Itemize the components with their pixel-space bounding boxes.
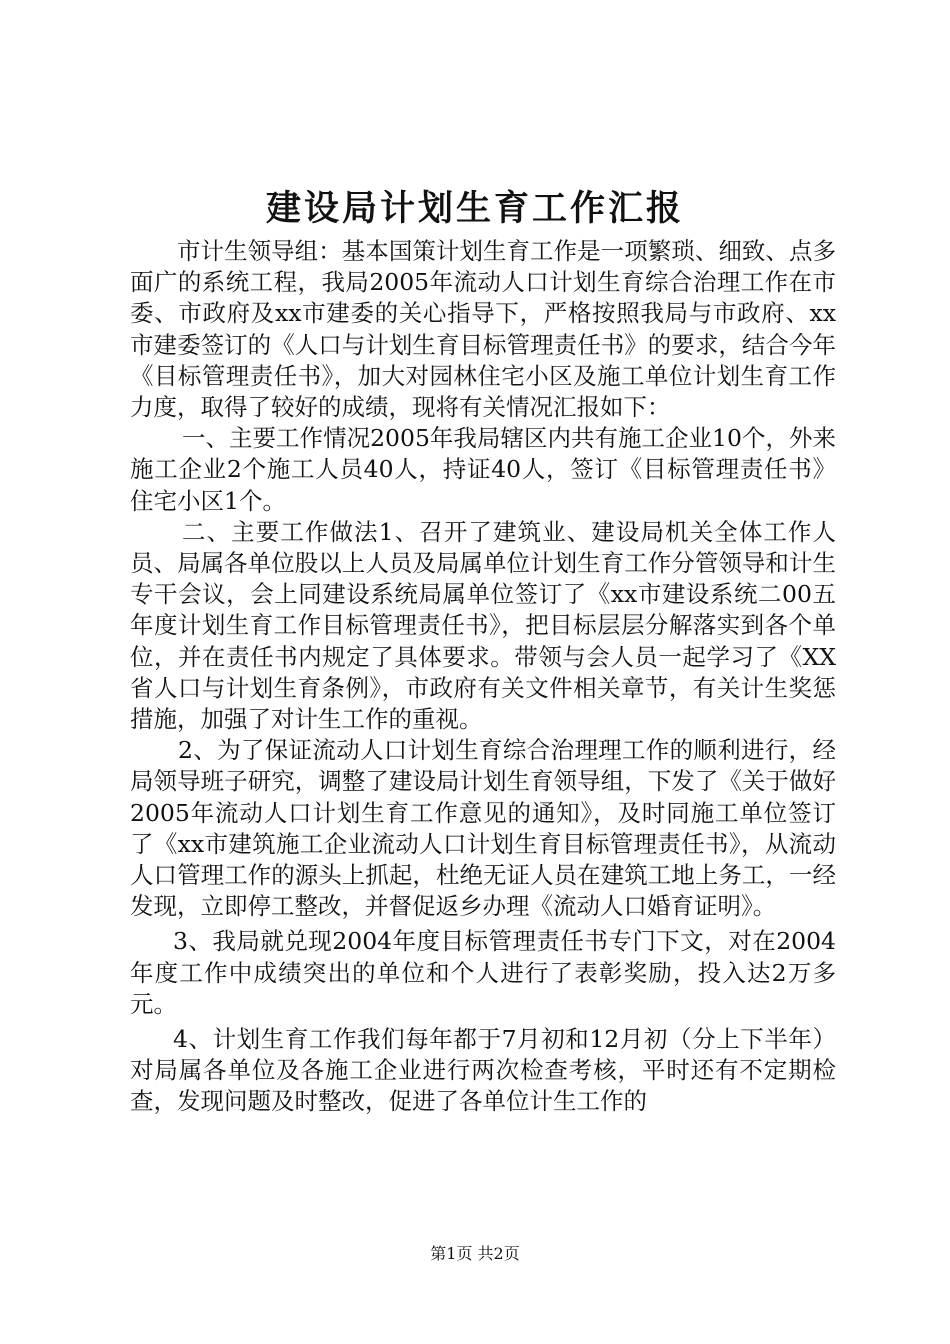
paragraph-item-4: 4、计划生育工作我们每年都于7月初和12月初（分上下半年）对局属各单位及各施工企业进行两次检查考核，平时还有不定期检查，发现问题及时整改，促进了各单位计生工作的 (130, 1025, 836, 1116)
document-body (130, 236, 836, 1118)
paragraph-intro: 市计生领导组：基本国策计划生育工作是一项繁琐、细致、点多面广的系统工程，我局2005年流动人口计划生育综合治理工作在市委、市政府及xx市建委的关心指导下，严格按照我局与市政府、xx市建委签订的《人口与计划生育目标管理责任书》的要求，结合今年《目标管理责任书》，加大对园林住宅小区及施工单位计划生育工作力度，取得了较好的成绩，现将有关情况汇报如下： (130, 237, 836, 422)
paragraph-section-one: 一、主要工作情况2005年我局辖区内共有施工企业10个，外来施工企业2个施工人员40人，持证40人，签订《目标管理责任书》住宅小区1个。 (130, 424, 836, 515)
paragraph-item-3: 3、我局就兑现2004年度目标管理责任书专门下文，对在2004年度工作中成绩突出的单位和个人进行了表彰奖励，投入达2万多元。 (130, 927, 836, 1018)
paragraph-section-two: 二、主要工作做法1、召开了建筑业、建设局机关全体工作人员、局属各单位股以上人员及局属单位计划生育工作分管领导和计生专干会议，会上同建设系统局属单位签订了《xx市建设系统二00五年度计划生育工作目标管理责任书》，把目标层层分解落实到各个单位，并在责任书内规定了具体要求。带领与会人员一起学习了《XX省人口与计划生育条例》，市政府有关文件相关章节，有关计生奖惩措施，加强了对计生工作的重视。 (130, 517, 836, 734)
document-title: 建设局计划生育工作汇报 (265, 188, 684, 229)
paragraph-item-2: 2、为了保证流动人口计划生育综合治理理工作的顺利进行，经局领导班子研究，调整了建设局计划生育领导组，下发了《关于做好2005年流动人口计划生育工作意见的通知》，及时同施工单位签订了《xx市建筑施工企业流动人口计划生育目标管理责任书》，从流动人口管理工作的源头上抓起，杜绝无证人员在建筑工地上务工，一经发现，立即停工整改，并督促返乡办理《流动人口婚育证明》。 (130, 736, 836, 921)
page-footer: 第1页 共2页 (430, 1244, 520, 1263)
